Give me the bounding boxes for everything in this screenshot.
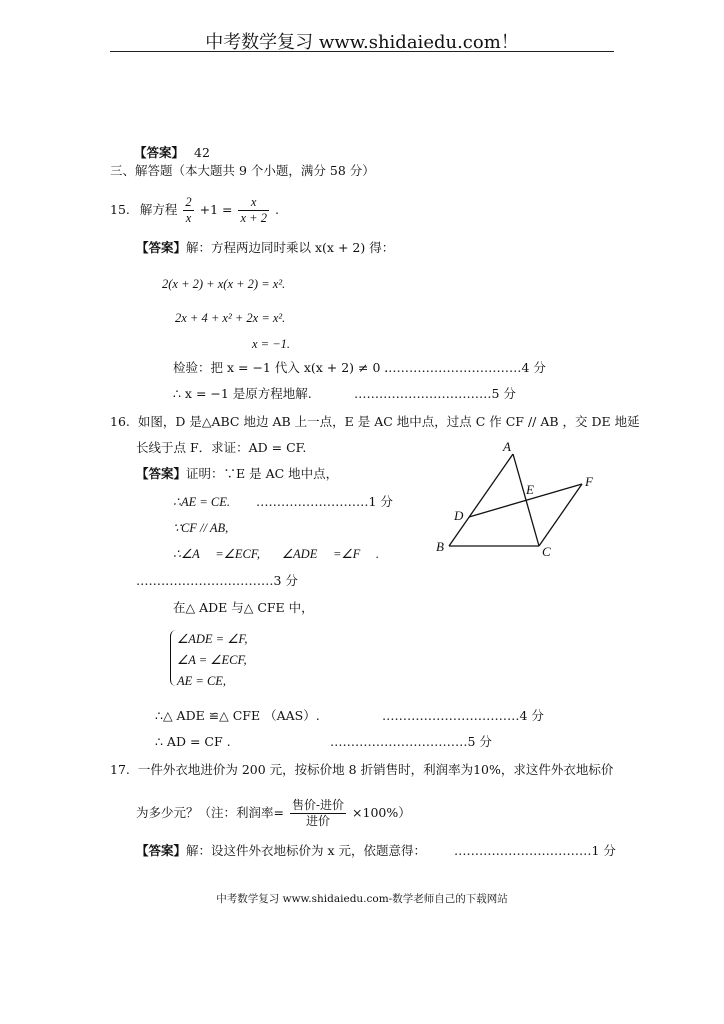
- label-c: C: [542, 544, 551, 559]
- q16-answer: [136, 466, 338, 482]
- fraction-2-over-x: [183, 195, 193, 226]
- q16-step-3: ∴∠A =∠ECF, ∠ADE =∠F .: [173, 547, 379, 561]
- question-number: 15.: [110, 202, 130, 217]
- q16-step-2: ∵CF // AB,: [173, 521, 229, 535]
- answer-label: 【答案】: [136, 240, 187, 255]
- q17-answer: [136, 843, 426, 859]
- segment-cf: [539, 484, 582, 546]
- fraction-denominator: x + 2: [240, 211, 267, 225]
- q15-conclusion-points: ……………………………5 分: [354, 386, 516, 401]
- answer-label: 【答案】: [136, 843, 187, 858]
- q16-step-4: 在△ ADE 与△ CFE 中，: [173, 600, 314, 615]
- label-f: F: [585, 474, 593, 489]
- q15-conclusion: ∴ x = −1 是原方程地解.: [173, 386, 312, 401]
- question-text-b: ×100%）: [352, 805, 411, 820]
- equation-middle: +1 =: [199, 202, 233, 217]
- label-d: D: [454, 508, 464, 523]
- header-rule: [110, 51, 614, 52]
- q15-step-1: 2(x + 2) + x(x + 2) = x².: [162, 277, 286, 291]
- answer-label: 【答案】: [136, 466, 187, 481]
- q16-step-6: ∴ AD = CF .: [155, 734, 231, 749]
- page-header: 中考数学复习 www.shidaiedu.com！: [205, 32, 519, 53]
- answer-label: 【答案】: [134, 145, 185, 160]
- equation-end: .: [274, 202, 279, 217]
- profit-rate-fraction: [290, 798, 346, 829]
- q15-answer: [136, 240, 394, 256]
- geometry-figure: [428, 438, 608, 564]
- answer-text: 证明：∵E 是 AC 地中点，: [186, 466, 339, 481]
- q15-check-points: ……………………………4 分: [384, 360, 546, 375]
- page-footer: 中考数学复习 www.shidaiedu.com-数学老师自己的下载网站: [216, 893, 508, 905]
- label-e: E: [526, 482, 534, 497]
- fraction-denominator: x: [185, 211, 192, 225]
- section-heading: 三、解答题（本大题共 9 个小题，满分 58 分）: [110, 163, 375, 178]
- q16-step-5-points: ……………………………4 分: [382, 708, 544, 723]
- segment-ab: [449, 454, 513, 546]
- q16-step-6-points: ……………………………5 分: [330, 734, 492, 749]
- question-prompt: 解方程: [139, 202, 178, 217]
- system-line-2: ∠A = ∠ECF,: [177, 653, 247, 667]
- question-17-line-1: [110, 762, 613, 778]
- fraction-x-over-x-plus-2: [238, 195, 268, 226]
- question-text-a: 为多少元？（注：利润率=: [136, 805, 284, 820]
- fraction-denominator: 进价: [305, 814, 330, 828]
- q16-step-1: ∴AE = CE.: [173, 495, 231, 509]
- question-text: 如图，D 是△ABC 地边 AB 上一点，E 是 AC 地中点，过点 C 作 CF // AB ，交 DE 地延: [137, 414, 640, 429]
- question-number: 17.: [110, 762, 130, 777]
- question-16-line-1: [110, 414, 640, 430]
- question-16-line-2: 长线于点 F．求证：AD = CF.: [136, 440, 307, 455]
- question-text: 一件外衣地进价为 200 元，按标价地 8 折销售时，利润率为10%，求这件外衣地标价: [137, 762, 614, 777]
- system-line-1: ∠ADE = ∠F,: [177, 632, 248, 646]
- answer-text: 解：设这件外衣地标价为 x 元，依题意得：: [186, 843, 427, 858]
- system-line-3: AE = CE,: [177, 674, 227, 688]
- fraction-numerator: 售价-进价: [291, 798, 345, 812]
- question-number: 16.: [110, 414, 130, 429]
- question-17-line-2: [136, 798, 411, 829]
- answer-value: 42: [194, 145, 210, 160]
- answer-text: 解：方程两边同时乘以 x(x + 2) 得：: [186, 240, 395, 255]
- q15-step-3: x = −1.: [252, 337, 291, 351]
- fraction-numerator: x: [238, 195, 268, 211]
- question-15: [110, 195, 279, 226]
- q17-points: ……………………………1 分: [454, 843, 616, 858]
- label-a: A: [503, 439, 511, 454]
- label-b: B: [436, 539, 444, 554]
- q16-step-1-points: ………………………1 分: [256, 494, 393, 509]
- q16-step-3-points: ……………………………3 分: [136, 573, 298, 588]
- fraction-numerator: 2: [185, 195, 192, 209]
- q15-step-2: 2x + 4 + x² + 2x = x².: [175, 311, 286, 325]
- equation-system-brace: [170, 630, 177, 686]
- q15-check: 检验：把 x = −1 代入 x(x + 2) ≠ 0 .: [173, 360, 389, 375]
- answer-14: [134, 145, 210, 161]
- q16-step-5: ∴△ ADE ≌△ CFE （AAS）.: [155, 708, 320, 723]
